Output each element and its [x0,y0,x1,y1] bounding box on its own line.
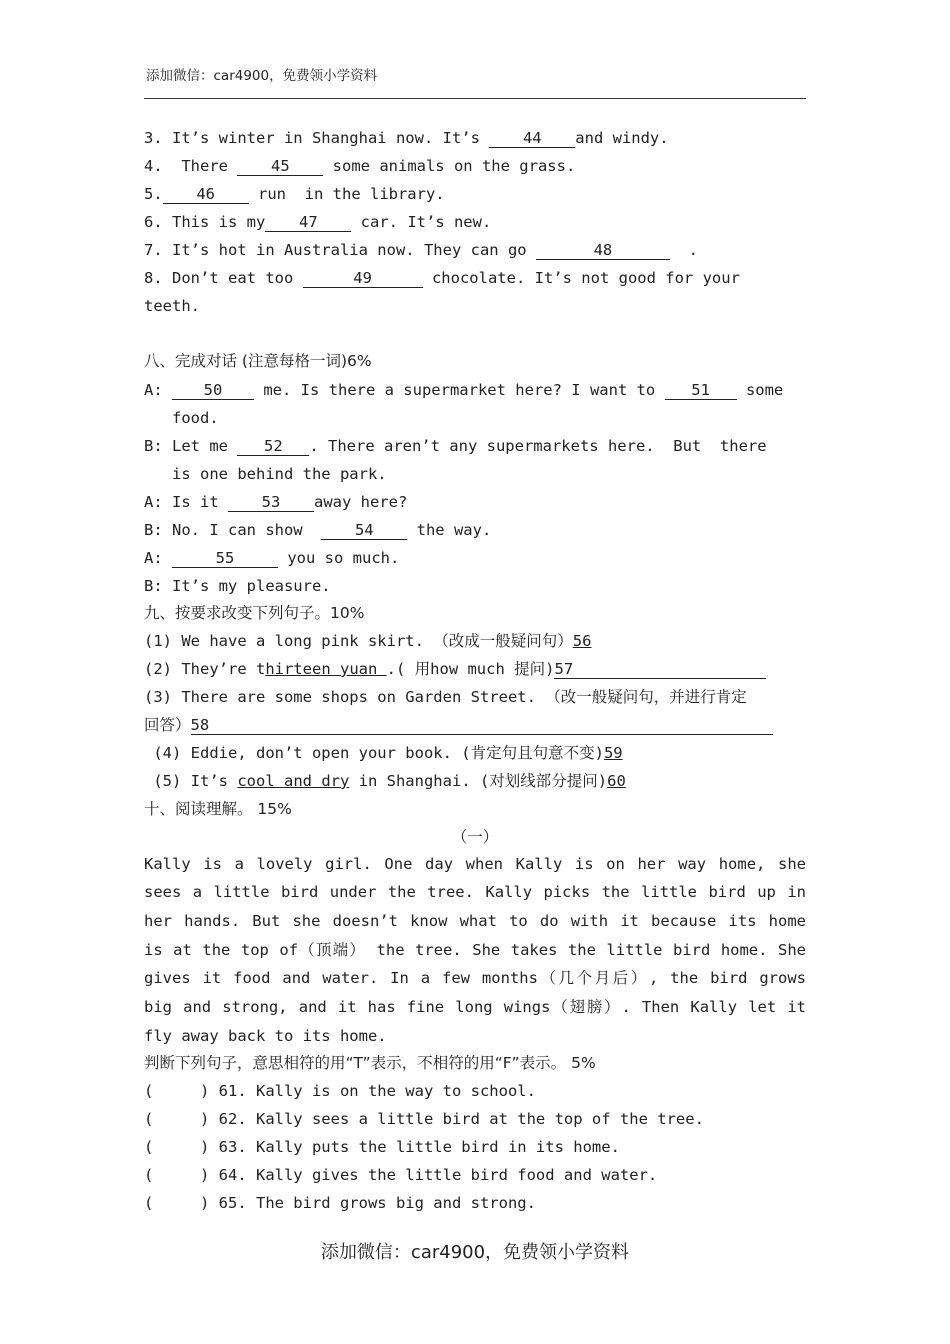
tf-item-64[interactable]: ( ) 64. Kally gives the little bird food and water. [144,1166,658,1184]
footer-text: 添加微信：car4900，免费领小学资料 [320,1242,630,1263]
question-4: 4. There 45 some animals on the grass. [144,157,576,175]
passage-line: sees a little bird under the tree. Kally picks the little bird up in [144,883,806,901]
tf-item-63[interactable]: ( ) 63. Kally puts the little bird in its home. [144,1138,620,1156]
answer-57[interactable]: 57 [554,660,766,679]
rewrite-2: (2) They’re thirteen yuan .( 用how much 提问)57 [144,659,766,679]
dialog-line-1-cont: food. [172,409,219,427]
blank-55[interactable]: 55 [172,549,278,568]
question-5: 5. 46 run in the library. [144,185,445,203]
blank-46[interactable]: 46 [163,185,249,204]
section-9-title: 九、按要求改变下列句子。10% [144,604,365,622]
rewrite-3-cont: 回答）58 [144,715,773,735]
blank-50[interactable]: 50 [172,381,254,400]
tf-item-62[interactable]: ( ) 62. Kally sees a little bird at the top of the tree. [144,1110,704,1128]
blank-51[interactable]: 51 [665,381,737,400]
passage-line: fly away back to its home. [144,1027,387,1045]
dialog-line-1: A: 50 me. Is there a supermarket here? I want to 51 some [144,381,784,399]
dialog-line-6: B: It’s my pleasure. [144,577,331,595]
tf-item-61[interactable]: ( ) 61. Kally is on the way to school. [144,1082,536,1100]
dialog-line-5: A: 55 you so much. [144,549,400,567]
section-8-title: 八、完成对话 (注意每格一词)6% [144,352,372,370]
answer-56[interactable]: 56 [572,632,592,650]
blank-44[interactable]: 44 [489,129,575,148]
blank-54[interactable]: 54 [321,521,407,540]
header-rule [144,98,806,99]
question-7: 7. It’s hot in Australia now. They can go 48 . [144,241,698,259]
blank-47[interactable]: 47 [265,213,351,232]
section-10-title: 十、阅读理解。 15% [144,800,292,818]
passage-line: is at the top of（顶端） the tree. She takes the little bird home. She [144,941,806,959]
dialog-line-4: B: No. I can show 54 the way. [144,521,492,539]
answer-58[interactable]: 58 [191,716,773,735]
passage-line: Kally is a lovely girl. One day when Kally is on her way home, she [144,855,806,873]
answer-60[interactable]: 60 [607,772,626,790]
blank-52[interactable]: 52 [237,437,309,456]
blank-53[interactable]: 53 [228,493,314,512]
rewrite-4: (4) Eddie, don’t open your book. (肯定句且句意不变)59 [144,744,623,762]
blank-48[interactable]: 48 [536,241,670,260]
passage-line: gives it food and water. In a few months（几个月后）, the bird grows [144,969,806,987]
header-text: 添加微信：car4900，免费领小学资料 [146,68,378,84]
dialog-line-2: B: Let me 52 . There aren’t any supermarkets here. But there [144,437,767,455]
tf-instruction: 判断下列句子，意思相符的用“T”表示，不相符的用“F”表示。 5% [144,1054,596,1072]
rewrite-1: (1) We have a long pink skirt. （改成一般疑问句）56 [144,632,592,650]
question-8: 8. Don’t eat too 49 chocolate. It’s not good for your [144,269,740,287]
rewrite-3: (3) There are some shops on Garden Street. （改一般疑问句，并进行肯定 [144,688,747,706]
rewrite-5: (5) It’s cool and dry in Shanghai. (对划线部分提问)60 [144,772,626,790]
passage-line: her hands. But she doesn’t know what to do with it because its home [144,912,806,930]
reading-part-label: （一） [451,828,499,846]
passage-line: big and strong, and it has fine long wings（翅膀）. Then Kally let it [144,998,806,1016]
blank-45[interactable]: 45 [237,157,323,176]
tf-item-65[interactable]: ( ) 65. The bird grows big and strong. [144,1194,536,1212]
dialog-line-2-cont: is one behind the park. [172,465,387,483]
answer-59[interactable]: 59 [603,744,623,762]
blank-49[interactable]: 49 [303,269,423,288]
question-3: 3. It’s winter in Shanghai now. It’s 44 and windy. [144,129,669,147]
question-6: 6. This is my 47 car. It’s new. [144,213,492,231]
dialog-line-3: A: Is it 53 away here? [144,493,408,511]
question-8-cont: teeth. [144,297,200,315]
